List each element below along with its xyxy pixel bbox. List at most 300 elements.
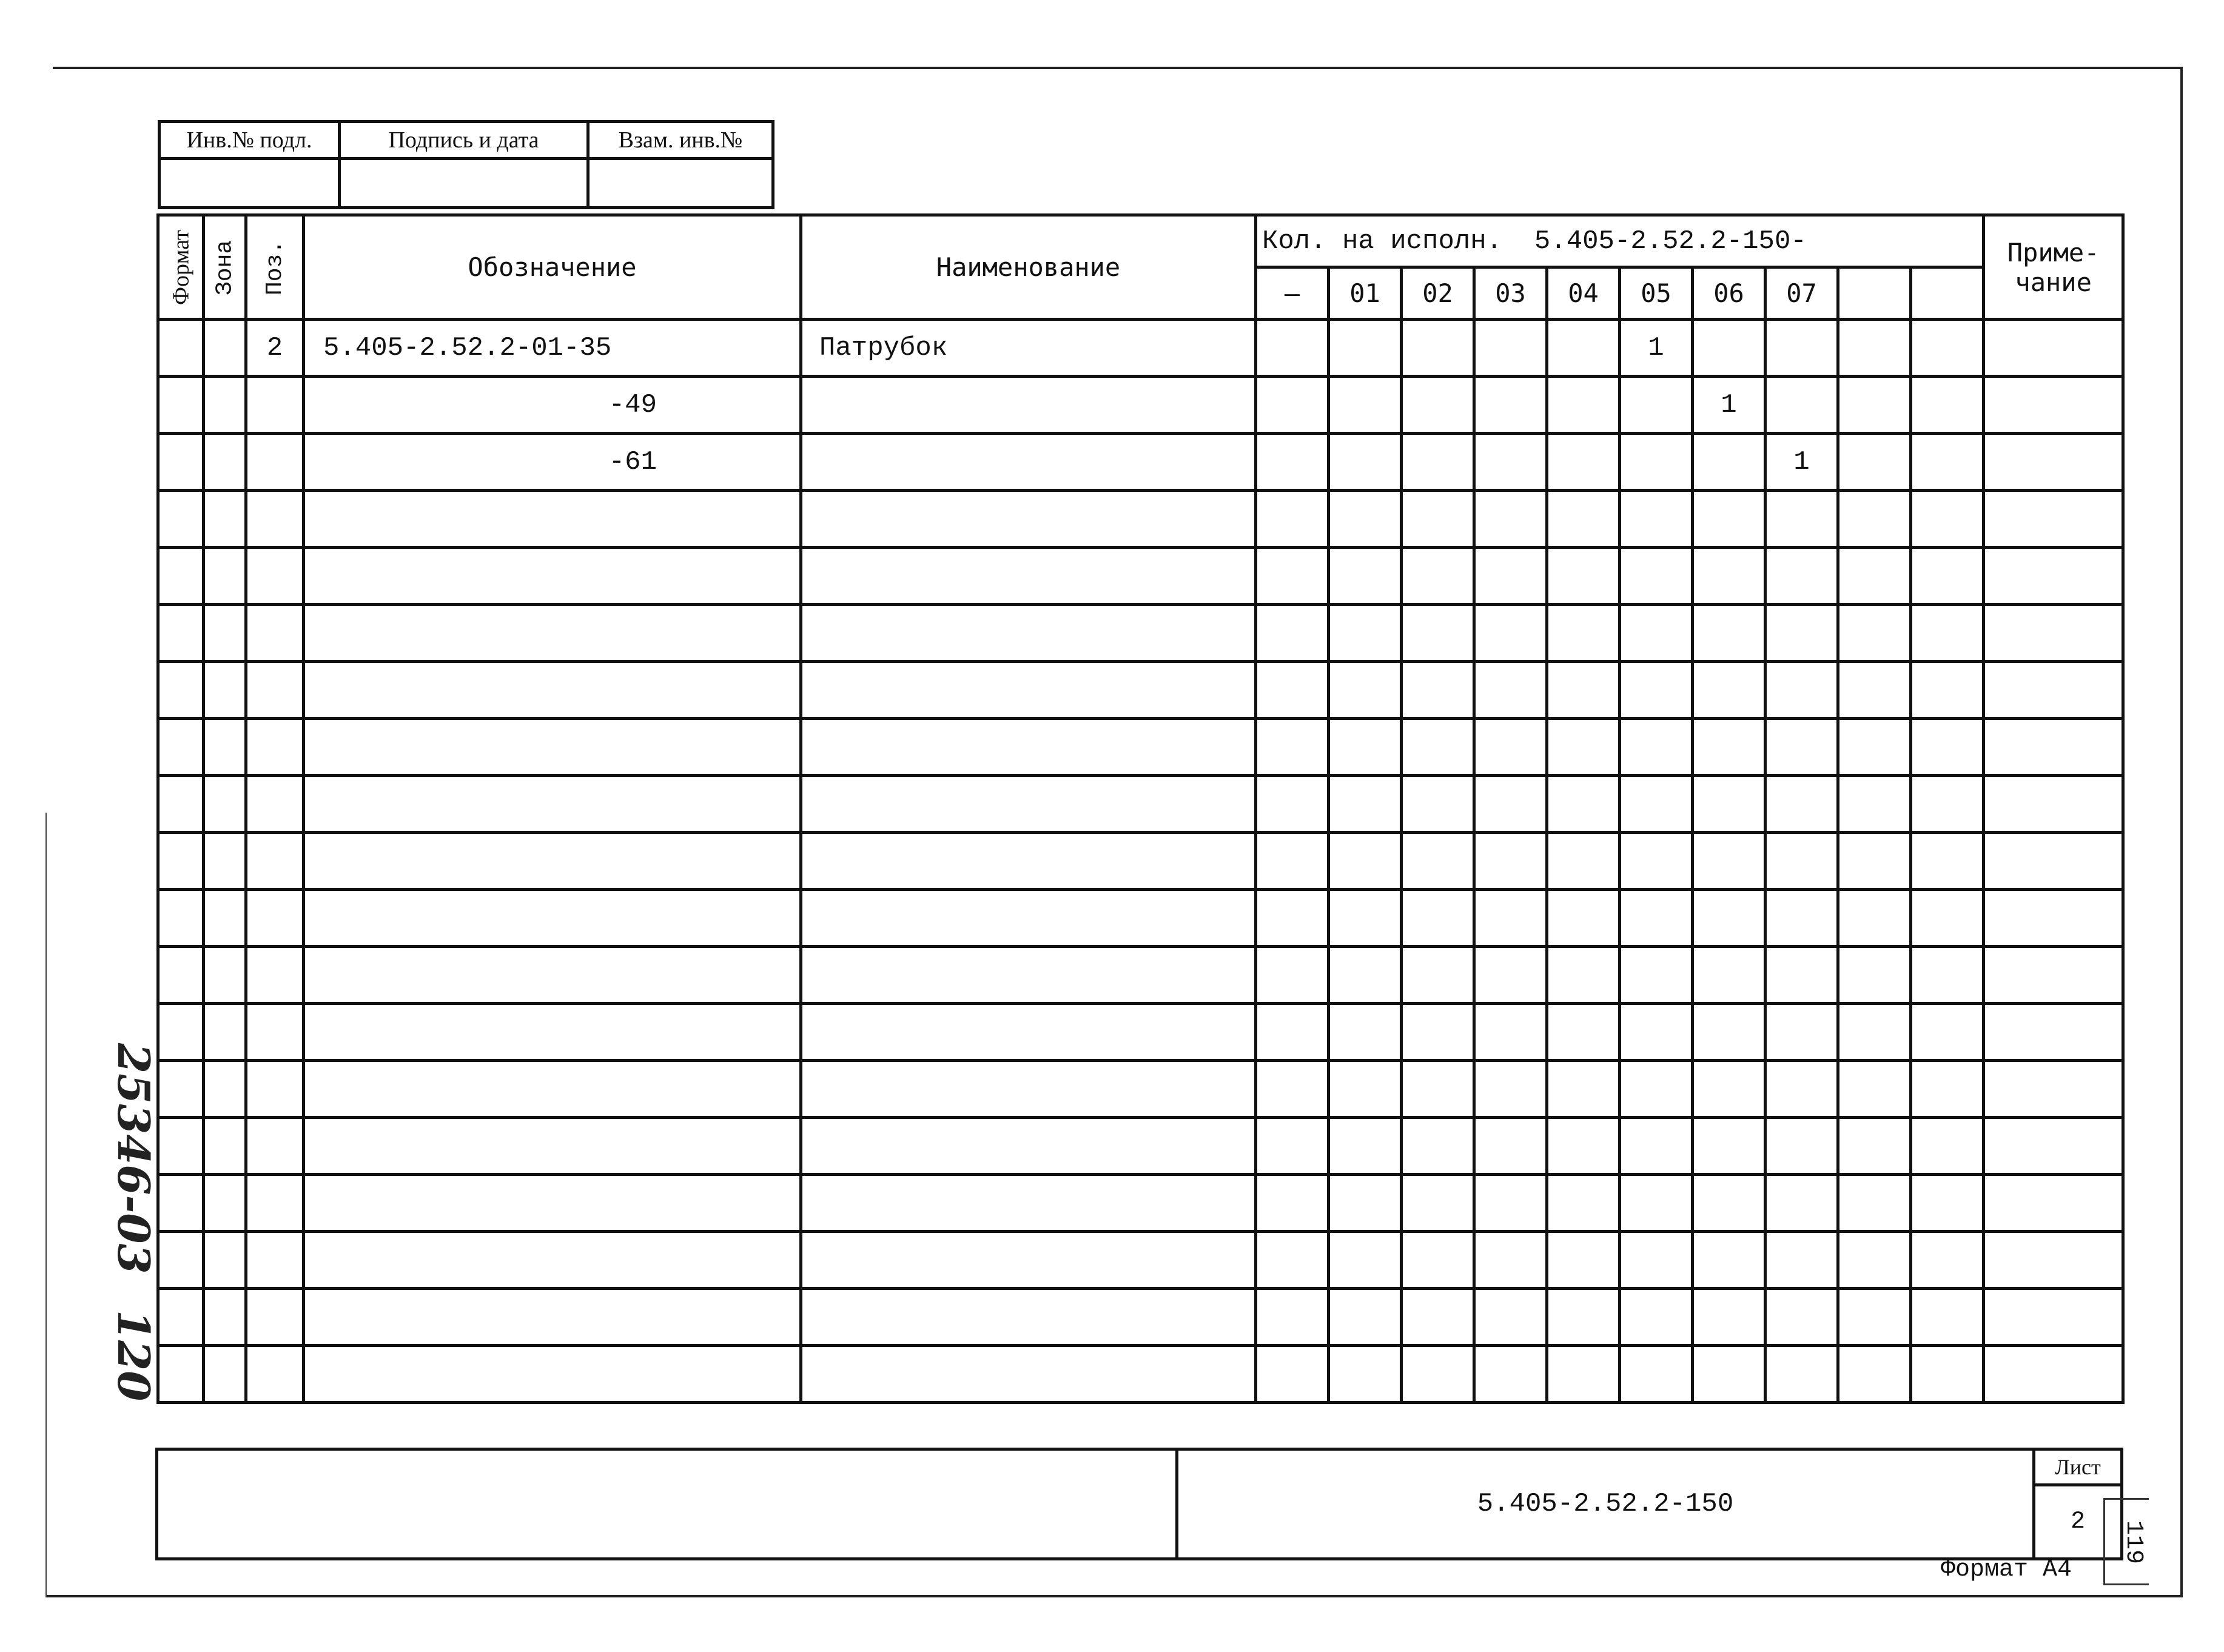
empty-cell [801, 776, 1256, 833]
empty-cell [1765, 1346, 1838, 1403]
empty-cell [304, 1175, 801, 1232]
empty-cell [1765, 548, 1838, 605]
name-cell: Патрубок [801, 320, 1256, 377]
empty-cell [304, 776, 801, 833]
empty-cell [304, 1289, 801, 1346]
empty-cell [1765, 1061, 1838, 1118]
empty-cell [158, 719, 204, 776]
header-designation: Обозначение [304, 215, 801, 320]
empty-cell [1474, 548, 1547, 605]
empty-cell [1256, 548, 1329, 605]
empty-cell [1693, 1061, 1765, 1118]
qty-cell [1547, 377, 1620, 434]
empty-cell [1984, 548, 2123, 605]
empty-cell [1911, 719, 1984, 776]
empty-cell [246, 1004, 304, 1061]
empty-cell [1402, 776, 1474, 833]
empty-cell [1984, 1061, 2123, 1118]
empty-cell [204, 719, 246, 776]
empty-row [158, 1232, 2123, 1289]
empty-cell [1693, 1004, 1765, 1061]
empty-cell [158, 662, 204, 719]
empty-row [158, 1118, 2123, 1175]
name-cell [801, 377, 1256, 434]
empty-row [158, 833, 2123, 890]
empty-cell [1402, 1118, 1474, 1175]
empty-cell [1256, 833, 1329, 890]
empty-cell [801, 1061, 1256, 1118]
qty-cell [1256, 377, 1329, 434]
stamp-signature-label: Подпись и дата [340, 122, 588, 159]
empty-cell [1474, 491, 1547, 548]
empty-cell [1474, 662, 1547, 719]
handwritten-number: 120 [108, 1310, 160, 1402]
empty-cell [1256, 947, 1329, 1004]
empty-cell [801, 890, 1256, 947]
empty-cell [246, 662, 304, 719]
empty-cell [1256, 605, 1329, 662]
qty-cell [1402, 377, 1474, 434]
qty-cell [1693, 320, 1765, 377]
empty-cell [1620, 1175, 1693, 1232]
empty-cell [1547, 719, 1620, 776]
empty-cell [1984, 947, 2123, 1004]
empty-cell [158, 1004, 204, 1061]
empty-row [158, 1175, 2123, 1232]
note-cell [1984, 377, 2123, 434]
qty-cell [1329, 434, 1402, 491]
empty-cell [246, 776, 304, 833]
empty-cell [1765, 605, 1838, 662]
empty-cell [1329, 1346, 1402, 1403]
header-note-line2: чание [2015, 267, 2092, 297]
empty-cell [1765, 776, 1838, 833]
empty-cell [1256, 1061, 1329, 1118]
empty-cell [1911, 662, 1984, 719]
empty-cell [1547, 1004, 1620, 1061]
empty-cell [1402, 548, 1474, 605]
qty-cell [1256, 320, 1329, 377]
empty-cell [1620, 548, 1693, 605]
empty-cell [158, 1232, 204, 1289]
empty-cell [1693, 833, 1765, 890]
empty-cell [204, 548, 246, 605]
empty-cell [1838, 776, 1911, 833]
empty-cell [1620, 833, 1693, 890]
empty-cell [1620, 1061, 1693, 1118]
empty-cell [1693, 1289, 1765, 1346]
empty-cell [1256, 719, 1329, 776]
empty-cell [1984, 1118, 2123, 1175]
empty-cell [246, 719, 304, 776]
empty-cell [304, 1004, 801, 1061]
frame-right-line [2180, 67, 2183, 1597]
header-quantity-title: Кол. на исполн. [1262, 226, 1503, 257]
empty-cell [1474, 1061, 1547, 1118]
header-format: Формат [158, 215, 204, 320]
empty-cell [204, 1232, 246, 1289]
qty-cell [1620, 434, 1693, 491]
empty-cell [1329, 1118, 1402, 1175]
designation-cell: -61 [304, 434, 801, 491]
stamp-inventory-label: Инв.№ подл. [160, 122, 340, 159]
empty-cell [304, 1346, 801, 1403]
empty-cell [304, 548, 801, 605]
empty-cell [1329, 662, 1402, 719]
empty-cell [1765, 1289, 1838, 1346]
empty-cell [304, 605, 801, 662]
variant-header: 03 [1474, 267, 1547, 320]
empty-cell [1547, 776, 1620, 833]
table-row [158, 377, 2123, 434]
designation-cell: 5.405-2.52.2-01-35 [304, 320, 801, 377]
empty-cell [1765, 1175, 1838, 1232]
empty-cell [1838, 548, 1911, 605]
empty-cell [246, 833, 304, 890]
empty-cell [1984, 1004, 2123, 1061]
empty-cell [1620, 1289, 1693, 1346]
empty-cell [1329, 1061, 1402, 1118]
empty-cell [1984, 1289, 2123, 1346]
empty-cell [204, 890, 246, 947]
empty-cell [1547, 1232, 1620, 1289]
empty-cell [1838, 833, 1911, 890]
sheet-number: 2 [2034, 1485, 2122, 1559]
stamp-signature-cell [340, 159, 588, 208]
frame-top-line [53, 67, 2183, 69]
empty-cell [1838, 1061, 1911, 1118]
empty-cell [1765, 1118, 1838, 1175]
empty-cell [1329, 833, 1402, 890]
empty-cell [1474, 1004, 1547, 1061]
qty-cell [1620, 377, 1693, 434]
empty-cell [1693, 776, 1765, 833]
empty-cell [1911, 1289, 1984, 1346]
empty-cell [1256, 662, 1329, 719]
empty-cell [1474, 1175, 1547, 1232]
frame-left-line [45, 813, 47, 1597]
empty-cell [1911, 605, 1984, 662]
empty-cell [801, 1004, 1256, 1061]
empty-cell [1838, 491, 1911, 548]
empty-cell [1547, 1289, 1620, 1346]
empty-cell [1474, 719, 1547, 776]
empty-cell [801, 1175, 1256, 1232]
empty-cell [1329, 491, 1402, 548]
empty-cell [1547, 833, 1620, 890]
empty-cell [1765, 890, 1838, 947]
empty-cell [1474, 1289, 1547, 1346]
inventory-stamp [158, 120, 774, 209]
qty-cell [1329, 377, 1402, 434]
empty-cell [204, 1289, 246, 1346]
empty-row [158, 947, 2123, 1004]
header-quantity [1256, 215, 1984, 267]
empty-cell [1984, 491, 2123, 548]
empty-cell [204, 1004, 246, 1061]
empty-cell [304, 491, 801, 548]
empty-cell [1693, 662, 1765, 719]
empty-cell [1838, 605, 1911, 662]
qty-cell [1329, 320, 1402, 377]
empty-cell [204, 1118, 246, 1175]
empty-cell [246, 947, 304, 1004]
empty-cell [158, 1289, 204, 1346]
empty-cell [1693, 719, 1765, 776]
header-note [1984, 215, 2123, 320]
header-note-line1: Приме- [2007, 237, 2100, 267]
qty-cell: 1 [1765, 434, 1838, 491]
variant-header [1911, 267, 1984, 320]
empty-cell [1329, 890, 1402, 947]
empty-cell [1984, 890, 2123, 947]
sheet-label: Лист [2034, 1449, 2122, 1485]
empty-cell [246, 1175, 304, 1232]
empty-cell [1402, 1004, 1474, 1061]
qty-cell [1838, 320, 1911, 377]
qty-cell [1547, 434, 1620, 491]
empty-cell [1474, 605, 1547, 662]
empty-cell [1329, 1004, 1402, 1061]
empty-cell [1984, 1232, 2123, 1289]
empty-cell [1911, 491, 1984, 548]
qty-cell [1911, 320, 1984, 377]
qty-cell [1765, 377, 1838, 434]
empty-cell [1765, 1004, 1838, 1061]
stamp-replacement-label: Взам. инв.№ [588, 122, 773, 159]
empty-cell [246, 548, 304, 605]
qty-cell [1838, 377, 1911, 434]
empty-cell [1547, 947, 1620, 1004]
qty-cell [1402, 434, 1474, 491]
empty-cell [158, 605, 204, 662]
empty-cell [1911, 548, 1984, 605]
qty-cell: 1 [1693, 377, 1765, 434]
empty-cell [1402, 1346, 1474, 1403]
variant-header: 06 [1693, 267, 1765, 320]
empty-cell [1329, 719, 1402, 776]
empty-row [158, 662, 2123, 719]
designation-cell: -49 [304, 377, 801, 434]
empty-cell [246, 605, 304, 662]
empty-cell [1911, 1346, 1984, 1403]
empty-cell [304, 719, 801, 776]
qty-cell [1838, 434, 1911, 491]
empty-cell [246, 1346, 304, 1403]
title-block [155, 1448, 2123, 1560]
empty-cell [246, 1061, 304, 1118]
empty-cell [1620, 662, 1693, 719]
empty-cell [1547, 491, 1620, 548]
empty-row [158, 1346, 2123, 1403]
empty-cell [1402, 1232, 1474, 1289]
qty-cell [1256, 434, 1329, 491]
empty-cell [204, 776, 246, 833]
empty-cell [1474, 890, 1547, 947]
empty-cell [1693, 1175, 1765, 1232]
empty-cell [246, 491, 304, 548]
empty-cell [1911, 1118, 1984, 1175]
empty-cell [304, 1118, 801, 1175]
empty-cell [1838, 1346, 1911, 1403]
variant-header: 07 [1765, 267, 1838, 320]
empty-cell [1474, 1232, 1547, 1289]
empty-cell [1838, 947, 1911, 1004]
empty-cell [1547, 548, 1620, 605]
empty-cell [1693, 1232, 1765, 1289]
empty-cell [801, 833, 1256, 890]
empty-cell [1911, 1004, 1984, 1061]
empty-cell [1329, 776, 1402, 833]
empty-cell [1256, 1175, 1329, 1232]
empty-row [158, 776, 2123, 833]
empty-cell [1838, 1289, 1911, 1346]
empty-cell [1693, 548, 1765, 605]
empty-cell [1984, 662, 2123, 719]
table-row [158, 434, 2123, 491]
empty-cell [1402, 890, 1474, 947]
empty-cell [801, 548, 1256, 605]
empty-cell [1547, 662, 1620, 719]
empty-cell [1620, 491, 1693, 548]
empty-cell [1547, 605, 1620, 662]
note-cell [1984, 434, 2123, 491]
empty-cell [204, 947, 246, 1004]
empty-cell [1547, 1061, 1620, 1118]
empty-cell [1911, 890, 1984, 947]
handwritten-code: 25346-03 [108, 1043, 160, 1274]
qty-cell [1911, 377, 1984, 434]
empty-cell [1911, 1061, 1984, 1118]
empty-cell [1474, 833, 1547, 890]
empty-cell [304, 947, 801, 1004]
qty-cell [1911, 434, 1984, 491]
empty-cell [1693, 1346, 1765, 1403]
stamp-inventory-cell [160, 159, 340, 208]
empty-row [158, 548, 2123, 605]
empty-cell [801, 662, 1256, 719]
empty-cell [1984, 833, 2123, 890]
empty-cell [1838, 1175, 1911, 1232]
empty-cell [1984, 719, 2123, 776]
variant-header: 04 [1547, 267, 1620, 320]
empty-cell [1693, 605, 1765, 662]
empty-cell [158, 1346, 204, 1403]
empty-cell [1256, 1346, 1329, 1403]
empty-cell [1402, 833, 1474, 890]
empty-cell [1838, 719, 1911, 776]
empty-cell [1547, 1175, 1620, 1232]
empty-cell [1402, 1061, 1474, 1118]
empty-cell [1984, 605, 2123, 662]
empty-cell [1256, 1004, 1329, 1061]
empty-cell [801, 1232, 1256, 1289]
empty-cell [246, 1289, 304, 1346]
empty-row [158, 491, 2123, 548]
empty-cell [1765, 662, 1838, 719]
empty-row [158, 1289, 2123, 1346]
empty-cell [158, 491, 204, 548]
empty-cell [1911, 833, 1984, 890]
variant-header: – [1256, 267, 1329, 320]
empty-cell [304, 1061, 801, 1118]
empty-cell [204, 605, 246, 662]
empty-cell [204, 833, 246, 890]
header-quantity-base: 5.405-2.52.2-150- [1534, 226, 1807, 257]
empty-cell [1402, 491, 1474, 548]
empty-cell [304, 890, 801, 947]
empty-cell [1911, 1232, 1984, 1289]
empty-cell [1329, 1232, 1402, 1289]
empty-cell [1474, 1118, 1547, 1175]
qty-cell: 1 [1620, 320, 1693, 377]
empty-cell [158, 1061, 204, 1118]
position-cell [246, 434, 304, 491]
empty-cell [1693, 1118, 1765, 1175]
empty-cell [246, 1232, 304, 1289]
position-cell: 2 [246, 320, 304, 377]
empty-cell [1911, 947, 1984, 1004]
title-block-left-cell [157, 1449, 1177, 1559]
empty-cell [1984, 1346, 2123, 1403]
qty-cell [1765, 320, 1838, 377]
empty-cell [1620, 1004, 1693, 1061]
empty-cell [1402, 947, 1474, 1004]
empty-cell [204, 662, 246, 719]
empty-cell [1329, 548, 1402, 605]
empty-cell [304, 1232, 801, 1289]
empty-cell [1256, 776, 1329, 833]
header-zone: Зона [204, 215, 246, 320]
variant-header: 02 [1402, 267, 1474, 320]
empty-cell [158, 776, 204, 833]
empty-cell [1765, 947, 1838, 1004]
empty-cell [1620, 890, 1693, 947]
variant-header [1838, 267, 1911, 320]
qty-cell [1474, 377, 1547, 434]
empty-cell [1765, 719, 1838, 776]
variant-header: 01 [1329, 267, 1402, 320]
empty-cell [1838, 890, 1911, 947]
empty-cell [1256, 1118, 1329, 1175]
empty-row [158, 1004, 2123, 1061]
note-cell [1984, 320, 2123, 377]
empty-cell [1256, 491, 1329, 548]
qty-cell [1402, 320, 1474, 377]
empty-cell [1911, 1175, 1984, 1232]
empty-cell [1329, 1175, 1402, 1232]
empty-cell [158, 947, 204, 1004]
qty-cell [1547, 320, 1620, 377]
variant-header: 05 [1620, 267, 1693, 320]
empty-cell [204, 1061, 246, 1118]
empty-cell [1838, 1232, 1911, 1289]
position-cell [246, 377, 304, 434]
empty-cell [1838, 1118, 1911, 1175]
empty-cell [158, 1118, 204, 1175]
empty-cell [1620, 947, 1693, 1004]
empty-cell [1402, 662, 1474, 719]
empty-cell [1547, 1118, 1620, 1175]
empty-cell [1256, 1289, 1329, 1346]
empty-rows [158, 491, 2123, 1403]
empty-cell [1329, 1289, 1402, 1346]
empty-cell [801, 605, 1256, 662]
empty-cell [1402, 719, 1474, 776]
empty-cell [1984, 1175, 2123, 1232]
empty-cell [1547, 1346, 1620, 1403]
empty-cell [1620, 1232, 1693, 1289]
